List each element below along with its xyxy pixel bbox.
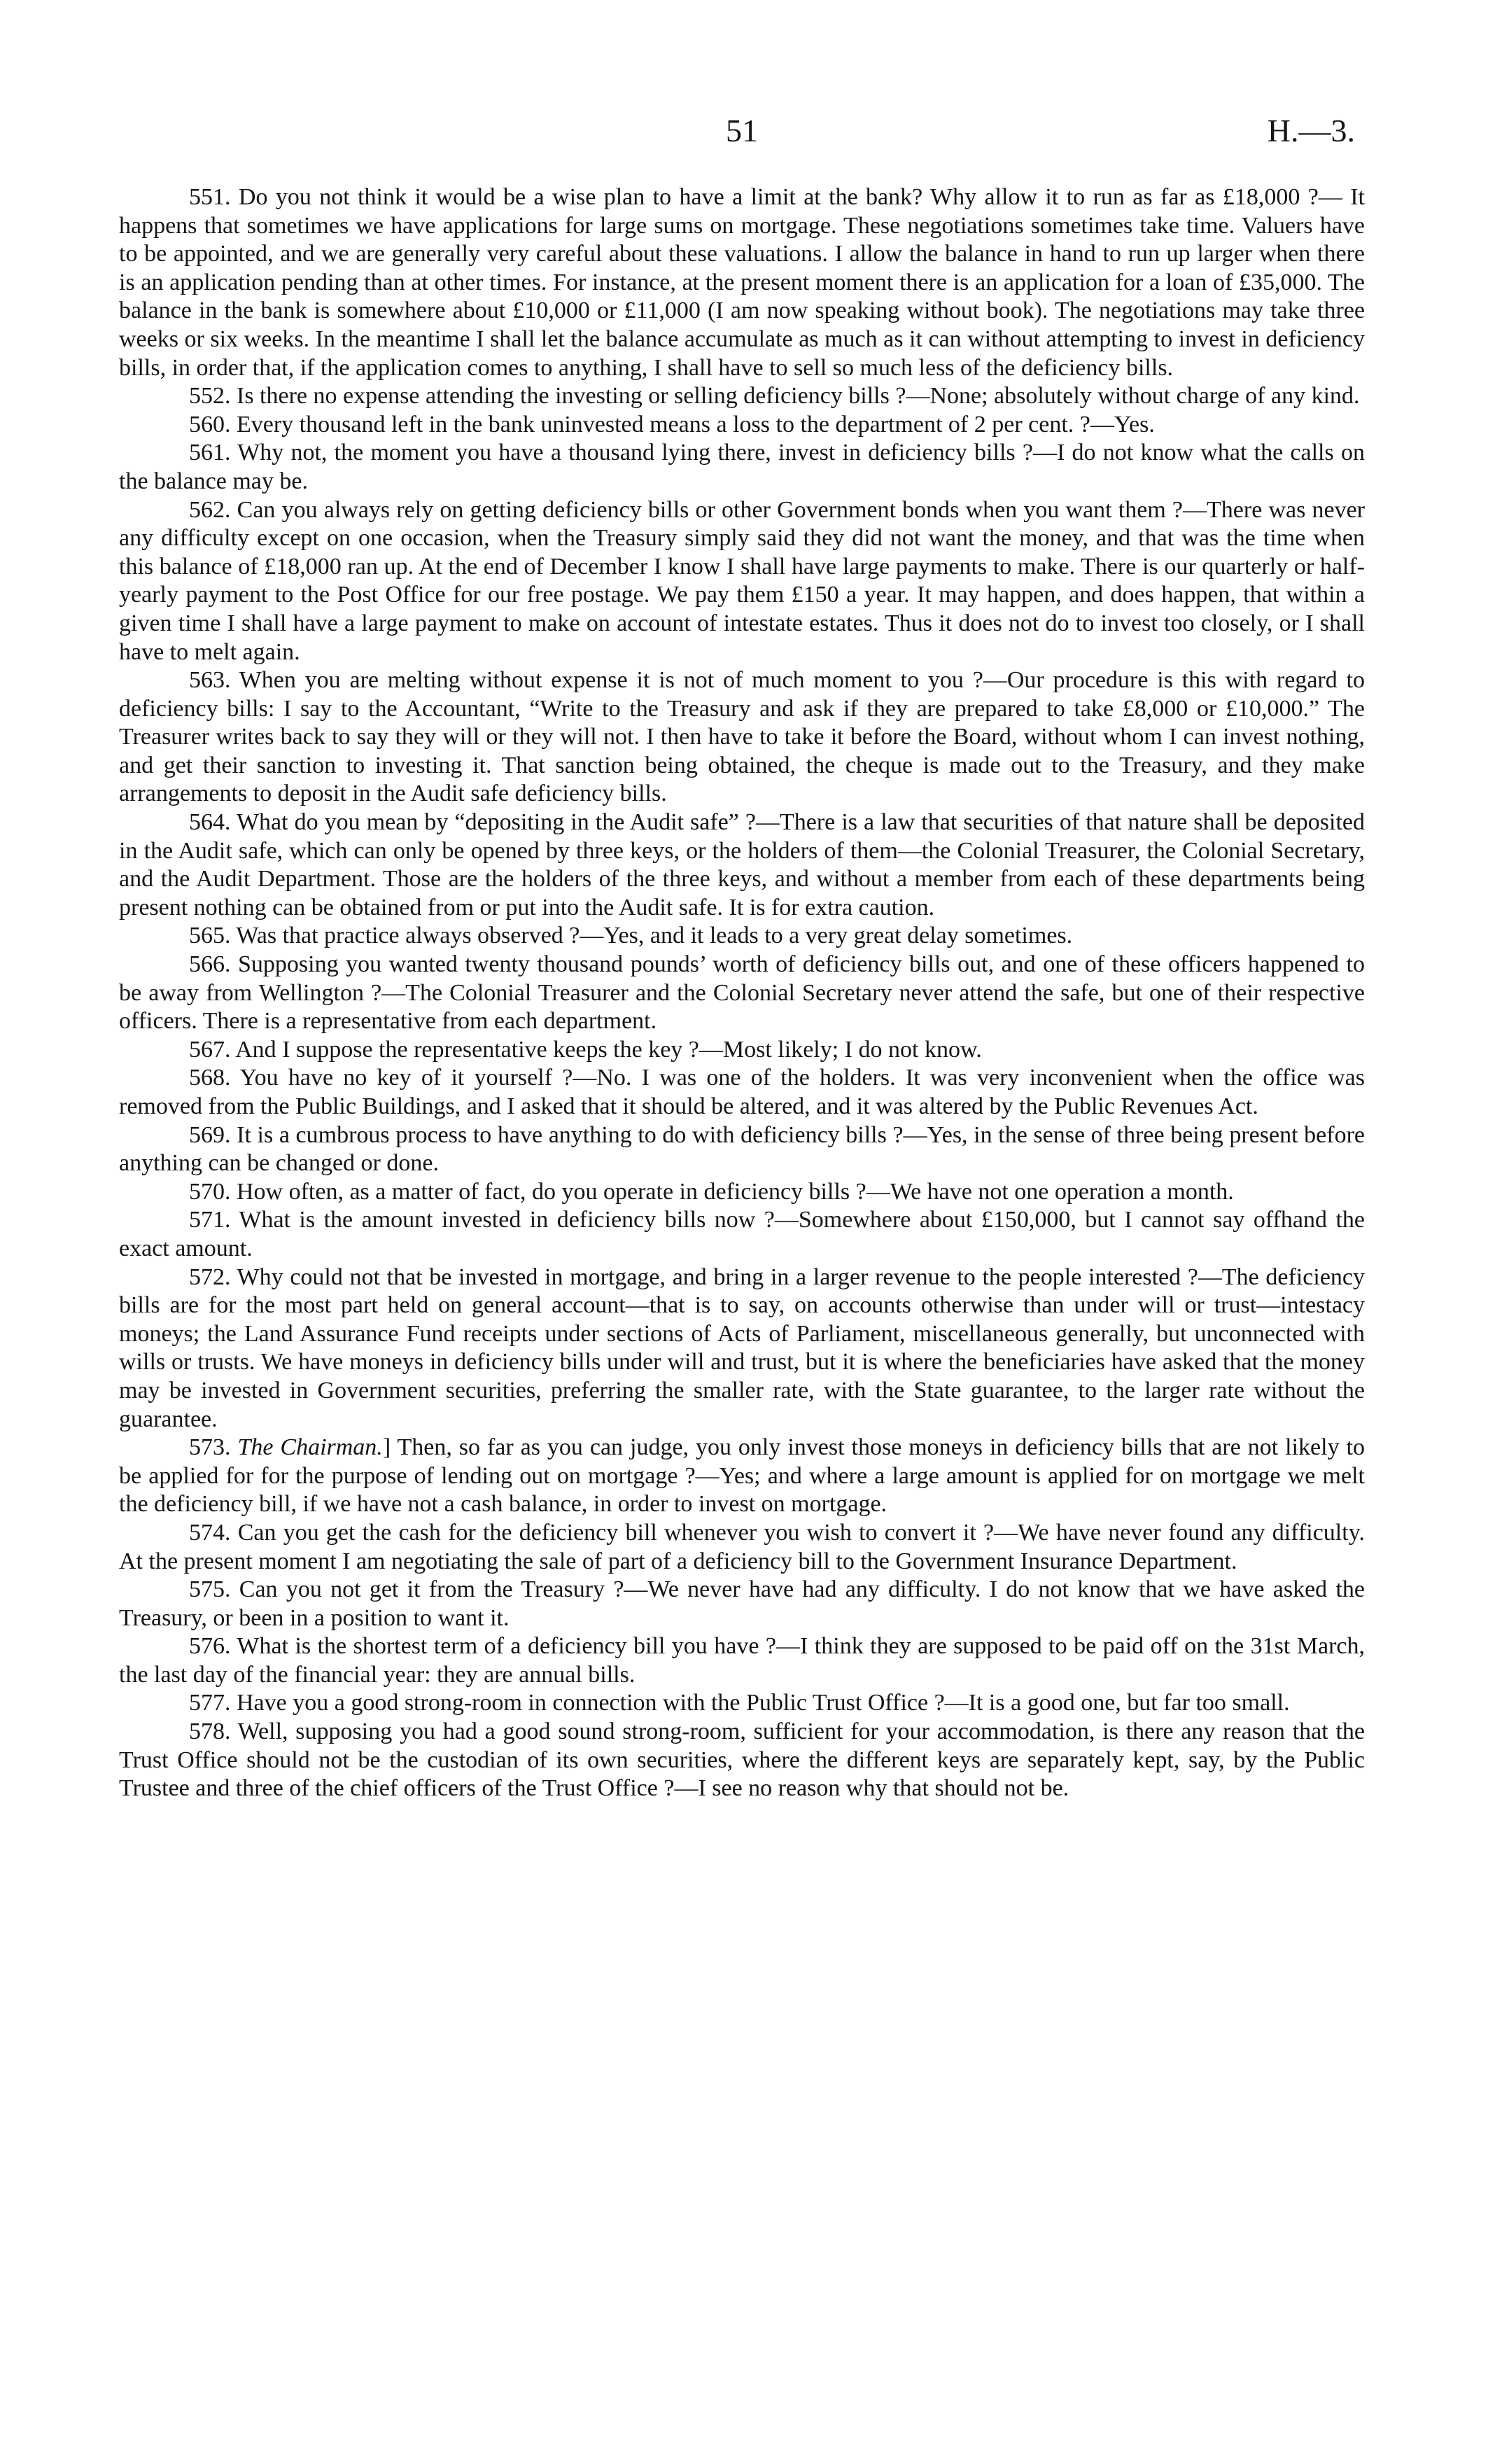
paragraph-q560: 560. Every thousand left in the bank uninvested means a loss to the department of 2 per cent. ?—Yes. bbox=[189, 411, 1155, 438]
paragraph-q552: 552. Is there no expense attending the investing or selling deficiency bills ?—None; absolutely without charge of any kind. bbox=[189, 383, 1360, 410]
paragraph-q577: 577. Have you a good strong-room in connection with the Public Trust Office ?—It is a good one, but far too small. bbox=[189, 1690, 1290, 1716]
paragraph-q563: 563. When you are melting without expense it is not of much moment to you ?—Our procedure is this with regard to deficiency bills: I say to the Accountant, “Write to the Treasury and ask if they are prepared to take £8,000 or £10,000.” The Treasurer writes back to say they will or they will not. I then have to take it before the Board, without whom I can invest nothing, and get their sanction to investing it. That sanction being obtained, the cheque is made out to the Treasury, and they make arrangements to deposit in the Audit safe deficiency bills. bbox=[119, 667, 1365, 807]
paragraph-q575: 575. Can you not get it from the Treasury ?—We never have had any difficulty. I do not know that we have asked the Treasury, or been in a position to want it. bbox=[119, 1576, 1365, 1631]
paragraph-q564: 564. What do you mean by “depositing in the Audit safe” ?—There is a law that securities of that nature shall be deposited in the Audit safe, which can only be opened by three keys, or the holders of them—the Colonial Treasurer, the Colonial Secretary, and the Audit Department. Those are the holders of the three keys, and without a member from each of these departments being present nothing can be obtained from or put into the Audit safe. It is for extra caution. bbox=[119, 809, 1365, 920]
paragraph-q571: 571. What is the amount invested in deficiency bills now ?—Somewhere about £150,000, but I cannot say offhand the exact amount. bbox=[119, 1207, 1365, 1261]
paragraph-text: ] Then, so far as you can judge, you only invest those moneys in deficiency bills that are not likely to be applied for for the purpose of lending out on mortgage ?—Yes; and where a large amount is applied for on mortgage we melt the deficiency bill, if we have not a cash balance, in order to invest on mortgage. bbox=[119, 1434, 1365, 1518]
page-number: 51 bbox=[726, 113, 758, 148]
body-text bbox=[119, 183, 1365, 1803]
paragraph-q562: 562. Can you always rely on getting deficiency bills or other Government bonds when you want them ?—There was never any difficulty except on one occasion, when the Treasury simply said they did not want the money, and that was the time when this balance of £18,000 ran up. At the end of December I know I shall have large payments to make. There is our quarterly or half-yearly payment to the Post Office for our free postage. We pay them £150 a year. It may happen, and does happen, that within a given time I shall have a large payment to make on account of intestate estates. Thus it does not do to invest too closely, or I shall have to melt again. bbox=[119, 496, 1365, 665]
paragraph-q568: 568. You have no key of it yourself ?—No. I was one of the holders. It was very inconvenient when the office was removed from the Public Buildings, and I asked that it should be altered, and it was altered by the Public Revenues Act. bbox=[119, 1065, 1365, 1119]
paragraph-q569: 569. It is a cumbrous process to have anything to do with deficiency bills ?—Yes, in the sense of three being present before anything can be changed or done. bbox=[119, 1121, 1365, 1177]
paragraph-q565: 565. Was that practice always observed ?—Yes, and it leads to a very great delay sometimes. bbox=[189, 923, 1073, 949]
paragraph-q573 bbox=[119, 1434, 1365, 1519]
paragraph-q561: 561. Why not, the moment you have a thousand lying there, invest in deficiency bills ?—I do not know what the calls on the balance may be. bbox=[119, 440, 1365, 494]
paragraph-q566: 566. Supposing you wanted twenty thousand pounds’ worth of deficiency bills out, and one of these officers happened to be away from Wellington ?—The Colonial Treasurer and the Colonial Secretary never attend the safe, but one of their respective officers. There is a representative from each department. bbox=[119, 951, 1365, 1035]
question-number: 573. bbox=[189, 1434, 238, 1461]
paragraph-q572: 572. Why could not that be invested in mortgage, and bring in a larger revenue to the people interested ?—The deficiency bills are for the most part held on general account—that is to say, on accounts otherwise than under will or trust—intestacy moneys; the Land Assurance Fund receipts under sections of Acts of Parliament, miscellaneous generally, but unconnected with wills or trusts. We have moneys in deficiency bills under will and trust, but it is where the beneficiaries have asked that the money may be invested in Government securities, preferring the smaller rate, with the State guarantee, to the larger rate without the guarantee. bbox=[119, 1264, 1365, 1432]
speaker-label: The Chairman. bbox=[237, 1434, 383, 1461]
paragraph-q578: 578. Well, supposing you had a good sound strong-room, sufficient for your accommodation, is there any reason that the Trust Office should not be the custodian of its own securities, where the different keys are separately kept, say, by the Public Trustee and three of the chief officers of the Trust Office ?—I see no reason why that should not be. bbox=[119, 1718, 1365, 1802]
document-reference: H.—3. bbox=[1267, 113, 1355, 148]
paragraph-q574: 574. Can you get the cash for the deficiency bill whenever you wish to convert it ?—We have never found any difficulty. At the present moment I am negotiating the sale of part of a deficiency bill to the Government Insurance Department. bbox=[119, 1519, 1365, 1574]
paragraph-q576: 576. What is the shortest term of a deficiency bill you have ?—I think they are supposed to be paid off on the 31st March, the last day of the financial year: they are annual bills. bbox=[119, 1633, 1365, 1688]
paragraph-q567: 567. And I suppose the representative keeps the key ?—Most likely; I do not know. bbox=[189, 1036, 982, 1063]
paragraph-q551: 551. Do you not think it would be a wise plan to have a limit at the bank? Why allow it to run as far as £18,000 ?— It happens that sometimes we have applications for large sums on mortgage. These negotiations sometimes take time. Valuers have to be appointed, and we are generally very careful about these valuations. I allow the balance in hand to run up larger when there is an application pending than at other times. For instance, at the present moment there is an application for a loan of £35,000. The balance in the bank is somewhere about £10,000 or £11,000 (I am now speaking without book). The negotiations may take three weeks or six weeks. In the meantime I shall let the balance accumulate as much as it can without attempting to invest in deficiency bills, in order that, if the application comes to anything, I shall have to sell so much less of the deficiency bills. bbox=[119, 184, 1365, 381]
paragraph-q570: 570. How often, as a matter of fact, do you operate in deficiency bills ?—We have not one operation a month. bbox=[189, 1178, 1234, 1205]
